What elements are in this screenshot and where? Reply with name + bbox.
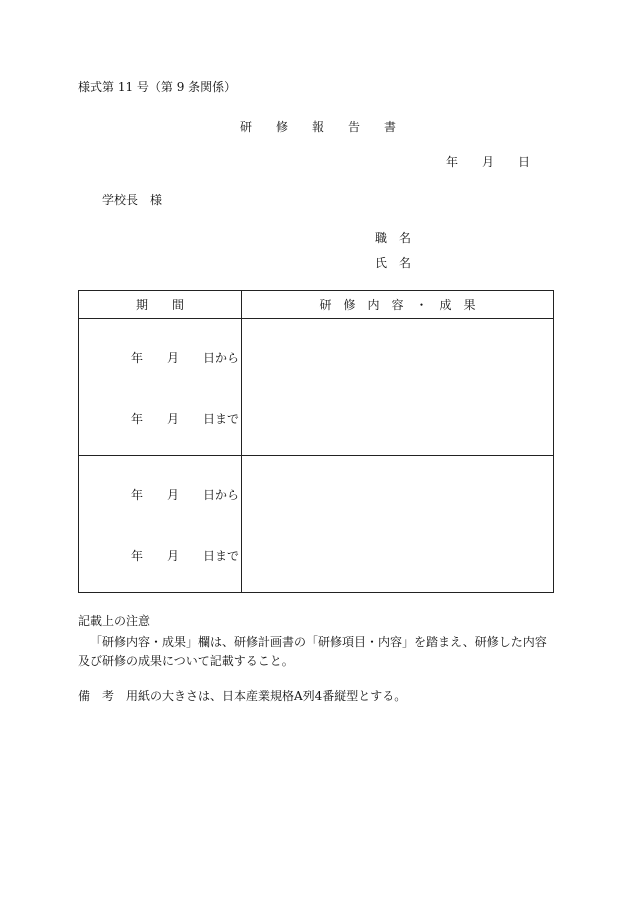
- addressee: 学校長 様: [102, 193, 163, 207]
- table-row: [79, 319, 554, 456]
- notes-body: 「研修内容・成果」欄は、研修計画書の「研修項目・内容」を踏まえ、研修した内容及び研修の成果について記載すること。: [78, 635, 547, 668]
- name-label: 氏 名: [375, 256, 412, 270]
- period-cell: [79, 319, 242, 456]
- period-header: 期 間: [79, 291, 242, 319]
- form-number: 様式第 11 号（第 9 条関係）: [78, 80, 237, 94]
- period-to: 年 月 日まで: [131, 412, 240, 426]
- remarks: 備 考 用紙の大きさは、日本産業規格A列4番縦型とする。: [78, 689, 407, 703]
- period-from: 年 月 日から: [131, 351, 240, 365]
- content-cell: [242, 456, 554, 593]
- content-cell: [242, 319, 554, 456]
- table-row: [79, 456, 554, 593]
- document-title: 研 修 報 告 書: [240, 120, 397, 134]
- position-label: 職 名: [375, 231, 412, 245]
- period-from: 年 月 日から: [131, 488, 240, 502]
- notes-heading: 記載上の注意: [78, 614, 151, 628]
- content-header: 研 修 内 容 ・ 成 果: [242, 291, 554, 319]
- date-line: 年 月 日: [446, 155, 531, 169]
- table-header-row: [79, 291, 554, 319]
- report-table: [78, 290, 554, 593]
- period-to: 年 月 日まで: [131, 549, 240, 563]
- period-cell: [79, 456, 242, 593]
